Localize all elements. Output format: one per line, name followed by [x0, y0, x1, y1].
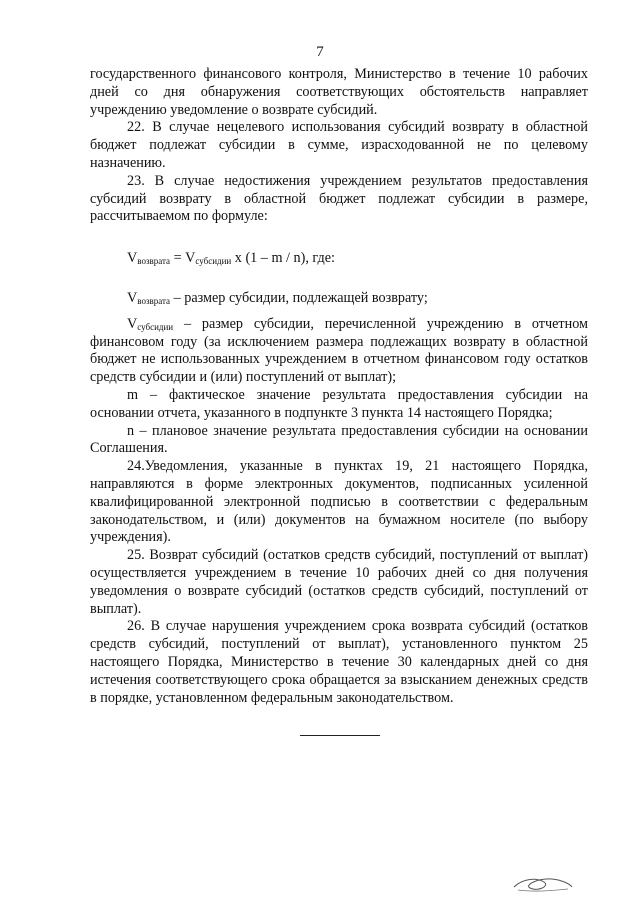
- end-rule-line: [300, 735, 380, 736]
- formula: [90, 250, 588, 268]
- paragraph-continuation: государственного финансового контроля, Министерство в течение 10 рабочих дней со дня обнаружения соответствующих обстоятельств направляет учреждению уведомление о возврате субсидий.: [90, 66, 588, 118]
- paragraph-23: 23. В случае недостижения учреждением результатов предоставления субсидий возврату в областной бюджет подлежат субсидии в размере, рассчитываемом по формуле:: [90, 172, 588, 225]
- def-v-return-symbol: V: [127, 289, 138, 306]
- paragraph-26: 26. В случае нарушения учреждением срока возврата субсидий (остатков средств субсидий, поступлений от выплат), установленного пунктом 25 настоящего Порядка, Министерство в течение 30 календарных дней со дня истечения соответствующего срока обращается за взысканием денежных средств в порядке, установленном федеральным законодательством.: [90, 618, 588, 706]
- def-v-return-sub: возврата: [137, 295, 171, 306]
- document-body: [90, 66, 588, 707]
- paragraph-25: 25. Возврат субсидий (остатков средств субсидий, поступлений от выплат) осуществляется учреждением в течение 10 рабочих дней со дня получения уведомления о возврате субсидий (остатков средств субсидий, поступлений от выплат).: [90, 547, 588, 617]
- definition-m: m – фактическое значение результата предоставления субсидии на основании отчета, указанного в подпункте 3 пункта 14 настоящего Порядка;: [90, 386, 588, 421]
- definition-v-subsidy: [90, 316, 588, 387]
- signature-mark: [508, 870, 578, 896]
- formula-v-return: V: [127, 250, 138, 267]
- formula-sub-return: возврата: [137, 256, 171, 267]
- page-number: 7: [316, 44, 324, 60]
- paragraph-24: 24.Уведомления, указанные в пунктах 19, 21 настоящего Порядка, направляются в форме электронных документов, подписанных усиленной квалифицированной электронной подписью в соответствии с федеральным законодательством, и (или) документов на бумажном носителе (по выбору учреждения).: [90, 458, 588, 546]
- formula-equals: = V: [170, 250, 196, 267]
- definition-v-return: [90, 290, 588, 308]
- formula-sub-subsidy: субсидии: [195, 256, 232, 267]
- formula-rest: x (1 – m / n), где:: [231, 250, 335, 267]
- paragraph-22: 22. В случае нецелевого использования субсидий возврату в областной бюджет подлежат субсидии в сумме, израсходованной не по целевому назначению.: [90, 119, 588, 171]
- def-v-subsidy-sub: субсидии: [137, 321, 174, 332]
- definition-n: n – плановое значение результата предоставления субсидии на основании Соглашения.: [90, 422, 588, 457]
- def-v-return-text: – размер субсидии, подлежащей возврату;: [170, 289, 428, 306]
- def-v-subsidy-symbol: V: [127, 315, 138, 332]
- def-v-subsidy-text: – размер субсидии, перечисленной учреждению в отчетном финансовом году (за исключением размера подлежащих возврату в областной бюджет не использованных учреждением в отчетном финансовом году остатков средств субсидии и (или) поступлений от выплат);: [90, 315, 588, 386]
